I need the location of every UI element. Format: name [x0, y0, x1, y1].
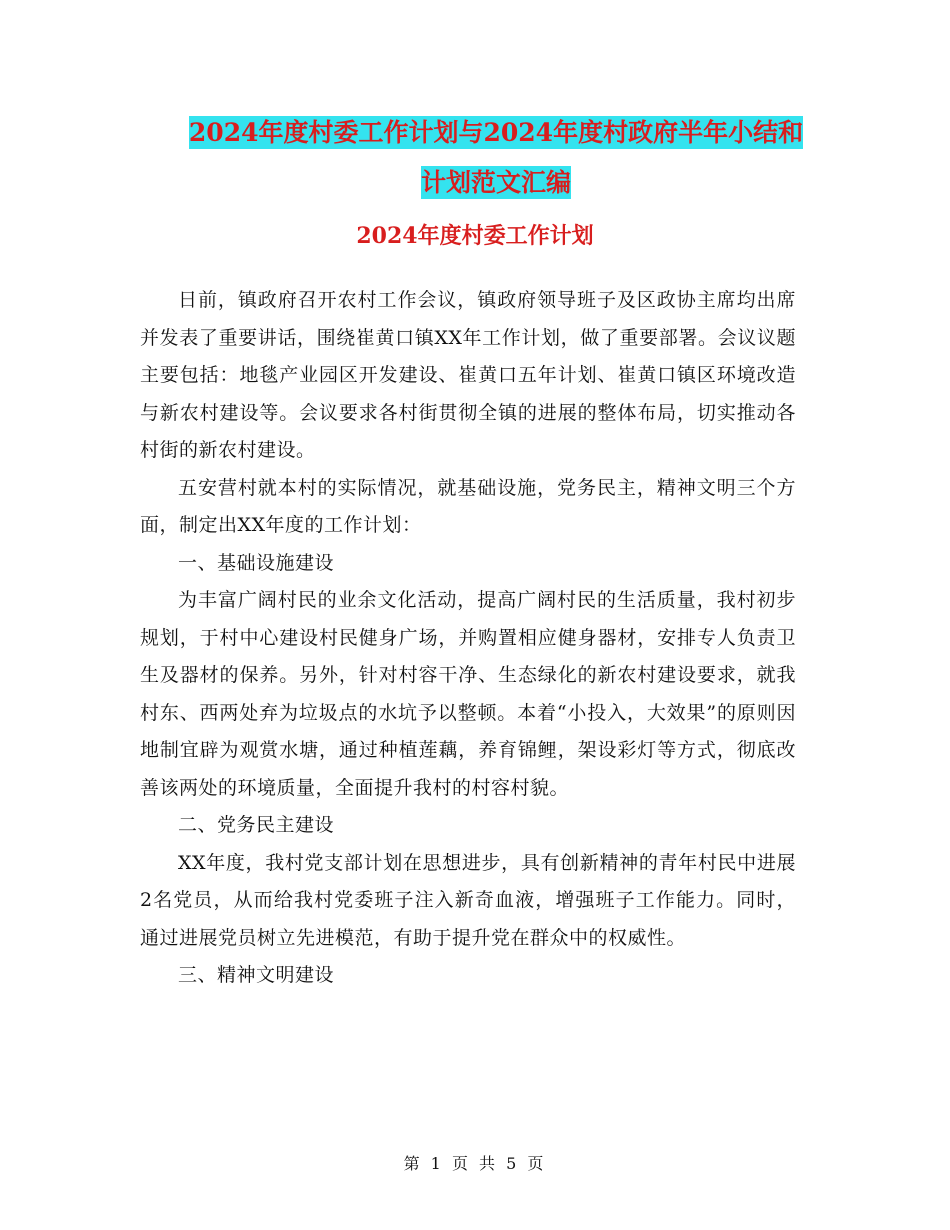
- paragraph-intro: 日前，镇政府召开农村工作会议，镇政府领导班子及区政协主席均出席并发表了重要讲话，围绕崔黄口镇XX年工作计划，做了重要部署。会议议题主要包括：地毯产业园区开发建设、崔黄口五年计划、崔黄口镇区环境改造与新农村建设等。会议要求各村街贯彻全镇的进展的整体布局，切实推动各村街的新农村建设。: [140, 289, 796, 461]
- section-title: 2024年度村委工作计划: [356, 223, 594, 249]
- paragraph-plan-overview: 五安营村就本村的实际情况，就基础设施，党务民主，精神文明三个方面，制定出XX年度的工作计划：: [140, 476, 796, 536]
- paragraph-party-democracy: XX年度，我村党支部计划在思想进步，具有创新精神的青年村民中进展2名党员，从而给我村党委班子注入新奇血液，增强班子工作能力。同时，通过进展党员树立先进模范，有助于提升党在群众中的权威性。: [140, 851, 796, 949]
- paragraph-infrastructure: 为丰富广阔村民的业余文化活动，提高广阔村民的生活质量，我村初步规划，于村中心建设村民健身广场，并购置相应健身器材，安排专人负责卫生及器材的保养。另外，针对村容干净、生态绿化的新农村建设要求，就我村东、西两处弃为垃圾点的水坑予以整顿。本着“小投入，大效果”的原则因地制宜辟为观赏水塘，通过种植莲藕，养育锦鲤，架设彩灯等方式，彻底改善该两处的环境质量，全面提升我村的村容村貌。: [140, 589, 796, 799]
- heading-infrastructure: 一、基础设施建设: [178, 551, 335, 574]
- document-title: [120, 108, 872, 208]
- heading-spiritual-civilization: 三、精神文明建设: [178, 964, 335, 986]
- document-title-line-1: 2024年度村委工作计划与2024年度村政府半年小结和: [188, 118, 804, 147]
- page-footer: 第 1 页 共 5 页: [403, 1154, 547, 1173]
- heading-party-democracy: 二、党务民主建设: [178, 814, 335, 836]
- document-body: [140, 282, 796, 995]
- document-title-line-2: 计划范文汇编: [420, 168, 571, 197]
